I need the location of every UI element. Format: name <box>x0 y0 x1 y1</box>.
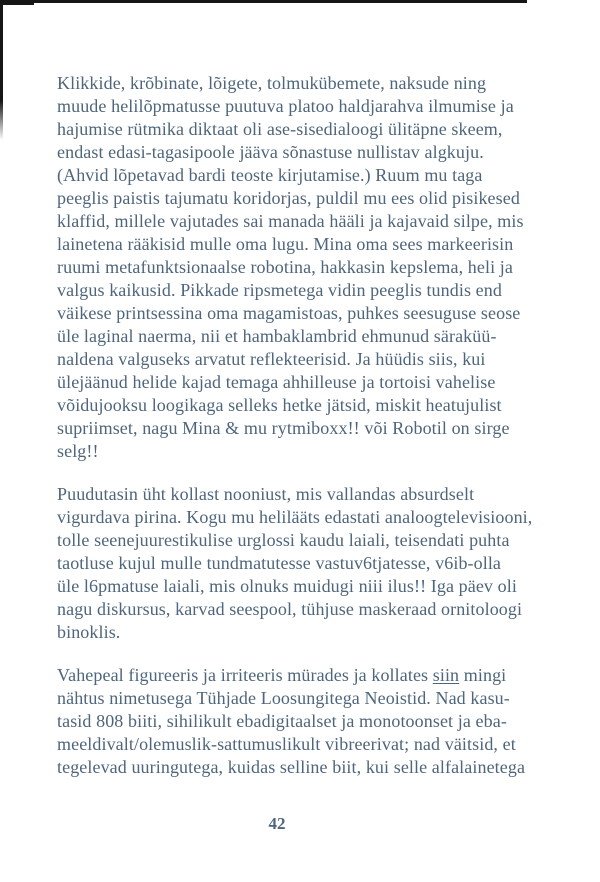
text-segment: väikese printsessina oma magamistoas, puhkes seesuguse seose <box>57 303 521 323</box>
paragraph <box>57 72 557 463</box>
text-line <box>57 621 557 644</box>
text-segment: nähtus nimetusega Tühjade Loosungitega Neoistid. Nad kasu- <box>57 688 510 708</box>
text-line <box>57 552 557 575</box>
text-line <box>57 325 557 348</box>
text-segment: naldena valguseks arvatut reflekteerisid. Ja hüüdis siis, kui <box>57 349 486 369</box>
text-line <box>57 598 557 621</box>
text-line <box>57 210 557 233</box>
text-segment: üle l6pmatuse laiali, mis olnuks muidugi niii ilus!! Iga päev oli <box>57 576 517 596</box>
text-segment: üle laginal naerma, nii et hambaklambrid ehmunud säraküü- <box>57 326 497 346</box>
text-segment: supriimset, nagu Mina & mu rytmiboxx!! või Robotil on sirge <box>57 418 510 438</box>
text-segment: võidujooksu loogikaga selleks hetke jätsid, miskit heatujulist <box>57 395 502 415</box>
text-line <box>57 440 557 463</box>
text-segment: tasid 808 biiti, sihilikult ebadigitaalset ja monotoonset ja eba- <box>57 711 507 731</box>
text-segment: Vahepeal figureeris ja irriteeris mürades ja kollates <box>57 665 433 685</box>
text-segment: binoklis. <box>57 622 121 642</box>
text-line <box>57 417 557 440</box>
paragraph <box>57 664 557 779</box>
text-line <box>57 118 557 141</box>
text-segment: ülejäänud helide kajad temaga ahhilleuse ja tortoisi vahelise <box>57 372 496 392</box>
top-edge-corner <box>0 0 34 5</box>
text-line <box>57 664 557 687</box>
text-segment: valgus kaikusid. Pikkade ripsmetega vidin peeglis tundis end <box>57 280 502 300</box>
text-line <box>57 95 557 118</box>
text-line <box>57 687 557 710</box>
top-edge-bar <box>0 0 527 3</box>
text-line <box>57 187 557 210</box>
text-segment: mingi <box>459 665 507 685</box>
text-segment: klaffid, millele vajutades sai manada hääli ja kajavaid silpe, mis <box>57 211 524 231</box>
text-segment: Puudutasin üht kollast nooniust, mis vallandas absurdselt <box>57 484 475 504</box>
text-line <box>57 575 557 598</box>
text-line <box>57 141 557 164</box>
text-line <box>57 529 557 552</box>
paragraph <box>57 483 557 644</box>
text-line <box>57 256 557 279</box>
text-segment: endast edasi-tagasipoole jääva sõnastuse nullistav algkuju. <box>57 142 484 162</box>
text-segment: nagu diskursus, karvad seespool, tühjuse maskeraad ornitoloogi <box>57 599 523 619</box>
text-segment: taotluse kujul mulle tundmatutesse vastuv6tjatesse, v6ib-olla <box>57 553 502 573</box>
text-segment: vigurdava pirina. Kogu mu helilääts edastati analoogtelevisiooni, <box>57 507 533 527</box>
text-line <box>57 710 557 733</box>
text-line <box>57 371 557 394</box>
text-segment: (Ahvid lõpetavad bardi teoste kirjutamise.) Ruum mu taga <box>57 165 483 185</box>
text-line <box>57 394 557 417</box>
text-line <box>57 348 557 371</box>
text-segment: lainetena rääkisid mulle oma lugu. Mina oma sees markeerisin <box>57 234 514 254</box>
text-line <box>57 279 557 302</box>
page-number: 42 <box>268 814 286 833</box>
text-line <box>57 164 557 187</box>
left-edge-bar <box>0 0 3 140</box>
text-block <box>57 72 557 799</box>
text-line <box>57 302 557 325</box>
underlined-word: siin <box>432 665 460 685</box>
text-line <box>57 483 557 506</box>
text-line <box>57 506 557 529</box>
text-segment: peeglis paistis tajumatu koridorjas, puldil mu ees olid pisikesed <box>57 188 520 208</box>
text-segment: ruumi metafunktsionaalse robotina, hakkasin kepslema, heli ja <box>57 257 513 277</box>
text-segment: meeldivalt/olemuslik-sattumuslikult vibreerivat; nad väitsid, et <box>57 734 516 754</box>
text-segment: muude helilõpmatusse puutuva platoo haldjarahva ilmumise ja <box>57 96 514 116</box>
text-line <box>57 756 557 779</box>
text-line <box>57 233 557 256</box>
text-segment: tolle seenejuurestikulise urglossi kaudu laiali, teisendati puhta <box>57 530 510 550</box>
text-segment: Klikkide, krõbinate, lõigete, tolmukübemete, naksude ning <box>57 73 487 93</box>
text-segment: tegelevad uuringutega, kuidas selline biit, kui selle alfalainetega <box>57 757 526 777</box>
text-segment: hajumise rütmika diktaat oli ase-sisedialoogi ülitäpne skeem, <box>57 119 503 139</box>
text-segment: selg!! <box>57 441 99 461</box>
text-line <box>57 733 557 756</box>
text-line <box>57 72 557 95</box>
